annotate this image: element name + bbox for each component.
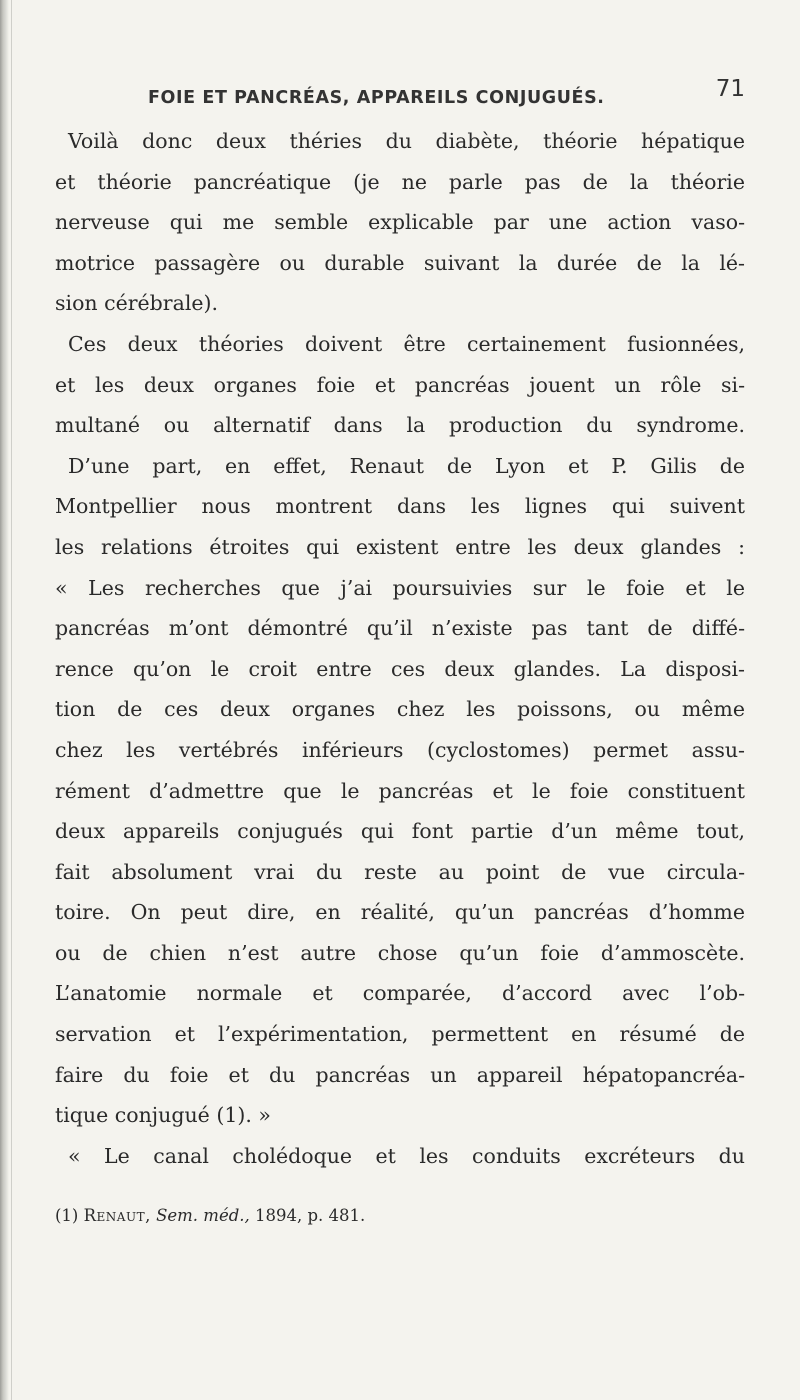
text-line: deux appareils conjugués qui font partie d’un même tout, [55, 819, 745, 844]
text-line: Ces deux théories doivent être certainement fusionnées, [68, 331, 745, 356]
text-line: et les deux organes foie et pancréas jouent un rôle si- [55, 372, 745, 397]
footnote-author: Renaut, [83, 1206, 151, 1225]
text-line: les relations étroites qui existent entre les deux glandes : [55, 534, 745, 559]
text-line: servation et l’expérimentation, permettent en résumé de [55, 1022, 745, 1047]
page-binding-line [11, 0, 12, 1400]
footnote-details: 1894, p. 481. [255, 1206, 366, 1225]
page-header [100, 76, 745, 116]
text-line: nerveuse qui me semble explicable par une action vaso- [55, 210, 745, 235]
text-line: Voilà donc deux théries du diabète, théorie hépatique [68, 129, 745, 153]
text-line: chez les vertébrés inférieurs (cyclostomes) permet assu- [55, 737, 745, 762]
text-line: « Les recherches que j’ai poursuivies sur le foie et le [55, 575, 745, 600]
text-line: « Le canal cholédoque et les conduits excréteurs du [68, 1143, 745, 1168]
text-line: L’anatomie normale et comparée, d’accord avec l’ob- [55, 981, 745, 1006]
footnote-journal: Sem. méd., [156, 1206, 250, 1225]
text-line: faire du foie et du pancréas un appareil hépatopancréa- [55, 1062, 745, 1087]
text-line: et théorie pancréatique (je ne parle pas de la théorie [55, 169, 745, 194]
text-line: rément d’admettre que le pancréas et le foie constituent [55, 778, 745, 803]
running-head: FOIE ET PANCRÉAS, APPAREILS CONJUGUÉS. [148, 88, 605, 108]
text-line: motrice passagère ou durable suivant la durée de la lé- [55, 250, 745, 275]
text-line: tion de ces deux organes chez les poissons, ou même [55, 697, 745, 722]
text-line: rence qu’on le croit entre ces deux glandes. La disposi- [55, 656, 745, 681]
footnote-marker: (1) [55, 1206, 79, 1225]
text-line: tique conjugué (1). » [55, 1103, 271, 1128]
page-binding-edge [0, 0, 9, 1400]
text-line: toire. On peut dire, en réalité, qu’un pancréas d’homme [55, 900, 745, 925]
footnote [55, 1200, 745, 1232]
text-line: fait absolument vrai du reste au point de vue circula- [55, 859, 745, 884]
text-line: ou de chien n’est autre chose qu’un foie d’ammoscète. [55, 940, 745, 965]
text-line: multané ou alternatif dans la production du syndrome. [55, 413, 745, 438]
text-line: pancréas m’ont démontré qu’il n’existe pas tant de diffé- [55, 616, 745, 641]
text-line: sion cérébrale). [55, 291, 219, 316]
page-number: 71 [715, 76, 745, 102]
body-text [55, 121, 745, 1176]
text-line: Montpellier nous montrent dans les lignes qui suivent [55, 494, 745, 519]
text-line: D’une part, en effet, Renaut de Lyon et P. Gilis de [68, 453, 745, 478]
